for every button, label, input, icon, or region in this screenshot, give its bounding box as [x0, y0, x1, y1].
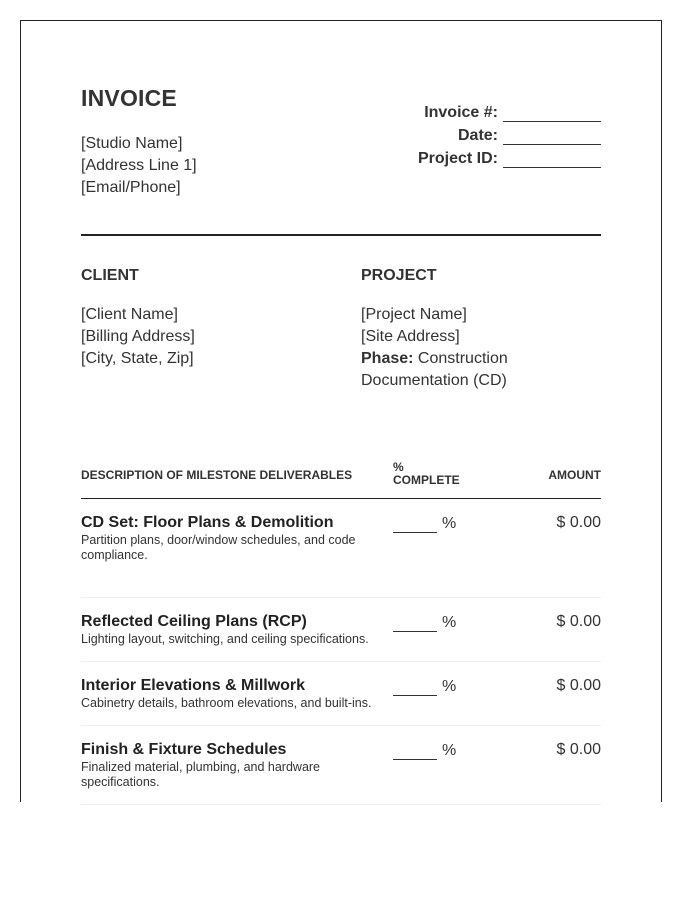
project-id-field[interactable]	[503, 152, 601, 168]
percent-symbol: %	[442, 614, 457, 631]
project-name: [Project Name]	[361, 306, 467, 323]
percent-symbol: %	[442, 742, 457, 759]
client-billing-address: [Billing Address]	[81, 328, 195, 345]
percent-complete	[393, 614, 456, 632]
milestone-title: CD Set: Floor Plans & Demolition	[81, 514, 334, 531]
table-row	[81, 662, 601, 726]
column-header-percent	[393, 461, 473, 487]
milestone-description: Finalized material, plumbing, and hardware specifications.	[81, 760, 321, 789]
invoice-date-field[interactable]	[503, 129, 601, 145]
milestone-description: Cabinetry details, bathroom elevations, and built-ins.	[81, 696, 372, 710]
header-divider	[81, 234, 601, 236]
invoice-number-row	[341, 99, 601, 122]
percent-symbol: %	[442, 515, 457, 532]
project-site-address: [Site Address]	[361, 328, 460, 345]
invoice-date-row	[341, 122, 601, 145]
studio-name: [Studio Name]	[81, 135, 183, 152]
milestone-amount: $ 0.00	[556, 677, 601, 694]
client-section	[81, 267, 341, 370]
milestone-table	[81, 499, 601, 805]
client-name: [Client Name]	[81, 306, 178, 323]
studio-info	[81, 133, 197, 199]
studio-address: [Address Line 1]	[81, 157, 197, 174]
invoice-meta	[341, 99, 601, 168]
invoice-sheet	[20, 20, 662, 802]
table-row	[81, 726, 601, 805]
milestone-description: Partition plans, door/window schedules, and code compliance.	[81, 533, 356, 562]
project-phase	[361, 348, 601, 392]
milestone-amount: $ 0.00	[556, 741, 601, 758]
invoice-date-label: Date:	[457, 127, 498, 144]
milestone-title: Reflected Ceiling Plans (RCP)	[81, 613, 307, 630]
percent-complete-field[interactable]	[393, 616, 437, 632]
invoice-number-label: Invoice #:	[424, 104, 498, 121]
column-header-amount: AMOUNT	[548, 468, 601, 482]
table-row	[81, 499, 601, 598]
percent-complete	[393, 515, 456, 533]
milestone-amount: $ 0.00	[556, 514, 601, 531]
table-header	[81, 459, 601, 499]
client-details	[81, 304, 341, 370]
project-id-label: Project ID:	[417, 150, 498, 167]
table-row	[81, 598, 601, 662]
project-phase-value: Construction Documentation (CD)	[361, 350, 508, 389]
project-details	[361, 304, 601, 392]
percent-complete-field[interactable]	[393, 680, 437, 696]
percent-complete-field[interactable]	[393, 744, 437, 760]
invoice-title: INVOICE	[81, 85, 177, 111]
project-heading: PROJECT	[361, 267, 437, 284]
percent-complete	[393, 678, 456, 696]
percent-complete	[393, 742, 456, 760]
project-id-row	[341, 145, 601, 168]
project-phase-label: Phase:	[361, 350, 414, 367]
studio-contact: [Email/Phone]	[81, 179, 181, 196]
milestone-title: Interior Elevations & Millwork	[81, 677, 306, 694]
milestone-title: Finish & Fixture Schedules	[81, 741, 287, 758]
milestone-description: Lighting layout, switching, and ceiling specifications.	[81, 632, 369, 646]
percent-complete-field[interactable]	[393, 517, 437, 533]
invoice-number-field[interactable]	[503, 106, 601, 122]
column-header-description: DESCRIPTION OF MILESTONE DELIVERABLES	[81, 468, 353, 482]
client-city-state-zip: [City, State, Zip]	[81, 350, 194, 367]
column-header-percent-symbol: %	[393, 460, 404, 474]
column-header-percent-label: COMPLETE	[393, 473, 460, 487]
milestone-amount: $ 0.00	[556, 613, 601, 630]
client-heading: CLIENT	[81, 267, 139, 284]
percent-symbol: %	[442, 678, 457, 695]
project-section	[361, 267, 601, 392]
